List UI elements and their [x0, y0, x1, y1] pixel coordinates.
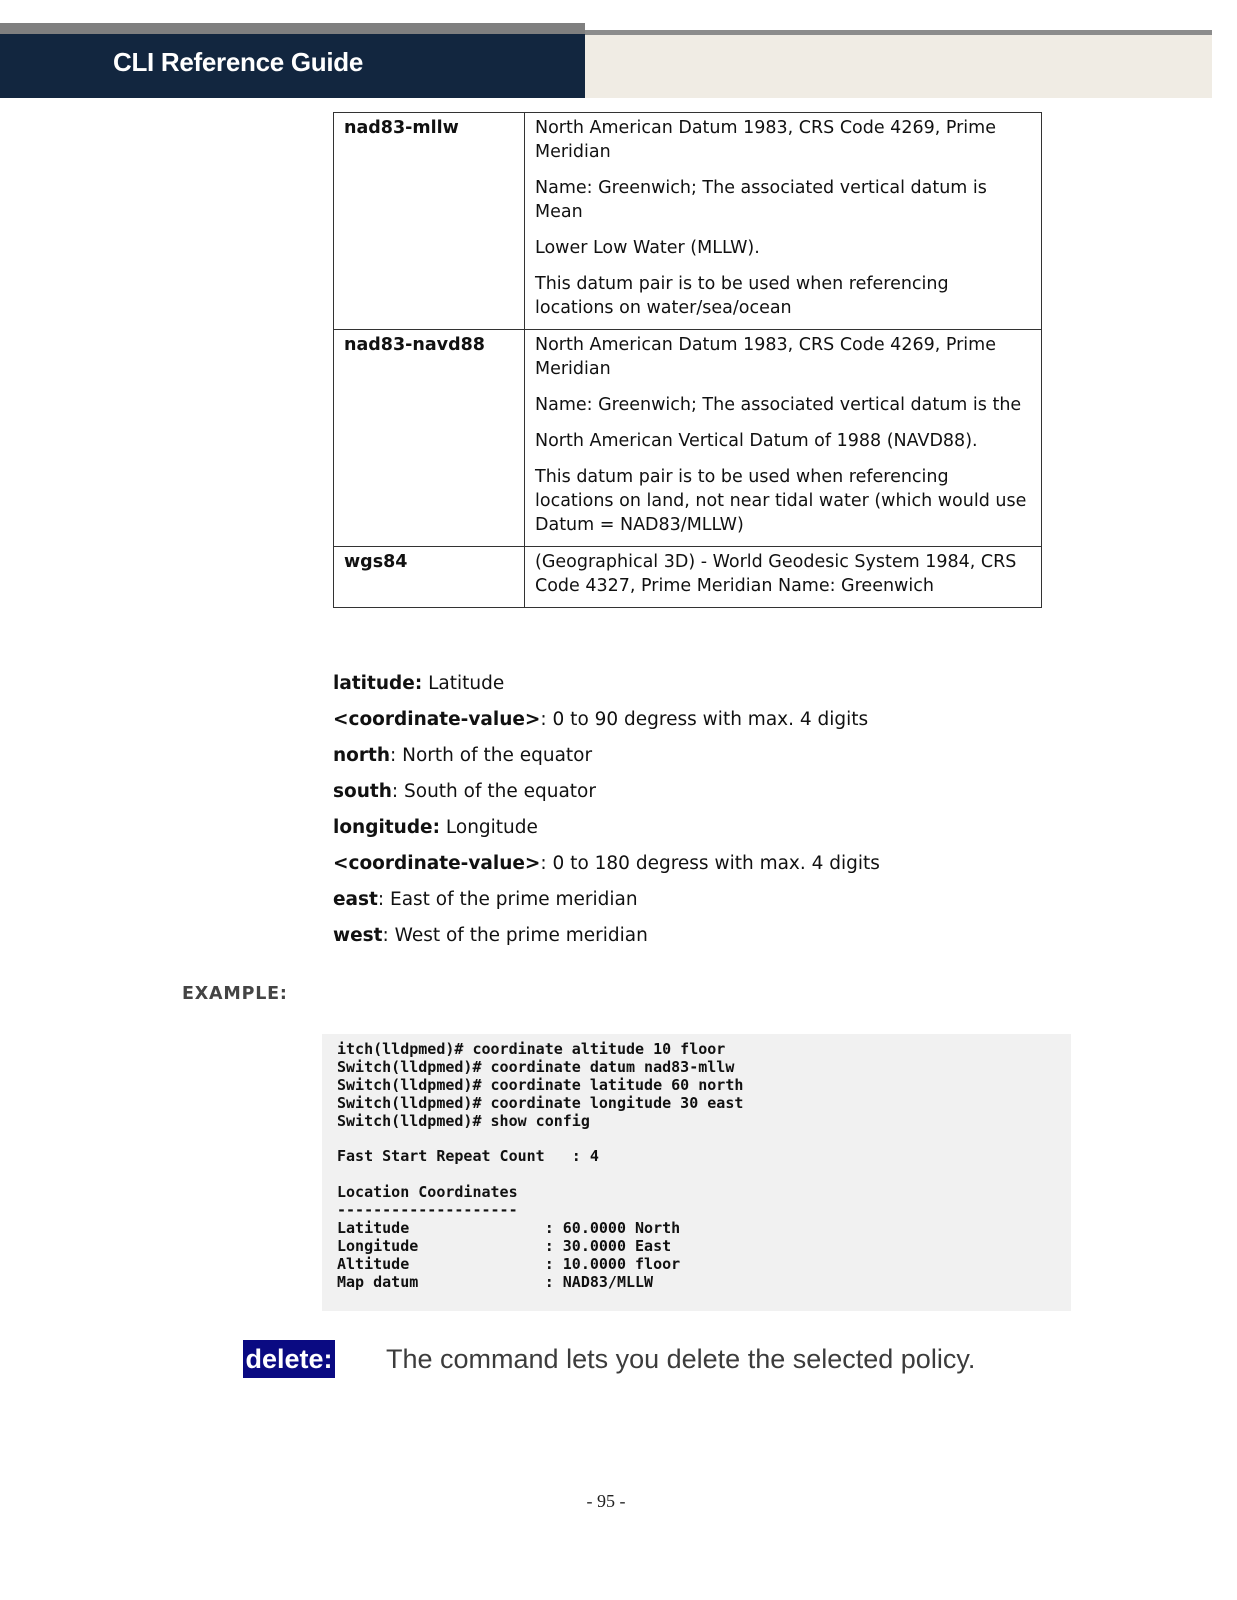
description-paragraph: (Geographical 3D) - World Geodesic System 1984, CRS Code 4327, Prime Meridian Name: Greenwich: [535, 552, 1017, 596]
header-top-bar: [0, 23, 585, 34]
param-text: : 0 to 90 degress with max. 4 digits: [540, 709, 869, 730]
param-term: <coordinate-value>: [333, 709, 541, 730]
parameter-list: [333, 666, 880, 954]
param-south: [333, 774, 880, 810]
param-term: latitude:: [333, 673, 423, 694]
table-row: [334, 113, 1042, 330]
table-row: [334, 547, 1042, 608]
param-coordinate-value: [333, 846, 880, 882]
param-term: longitude:: [333, 817, 441, 838]
datum-description: [525, 113, 1042, 330]
param-east: [333, 882, 880, 918]
datum-keyword: nad83-mllw: [334, 113, 525, 330]
param-text: Latitude: [422, 673, 505, 694]
description-paragraph: Name: Greenwich; The associated vertical datum is Mean: [535, 178, 987, 222]
page-title: CLI Reference Guide: [113, 47, 364, 77]
param-west: [333, 918, 880, 954]
param-text: : West of the prime meridian: [382, 925, 648, 946]
table-row: [334, 330, 1042, 547]
description-paragraph: Name: Greenwich; The associated vertical datum is the: [535, 395, 1022, 415]
param-text: : East of the prime meridian: [377, 889, 638, 910]
param-latitude: [333, 666, 880, 702]
header-right-band: [585, 35, 1212, 98]
datum-keyword: wgs84: [334, 547, 525, 608]
param-text: : South of the equator: [391, 781, 596, 802]
page-number: - 95 -: [586, 1491, 626, 1511]
param-term: east: [333, 889, 378, 910]
param-term: south: [333, 781, 392, 802]
param-text: Longitude: [440, 817, 538, 838]
delete-command-badge: delete:: [243, 1340, 335, 1378]
param-text: : North of the equator: [390, 745, 593, 766]
datum-table: [333, 112, 1042, 608]
datum-keyword: nad83-navd88: [334, 330, 525, 547]
param-coordinate-value: [333, 702, 880, 738]
example-heading: EXAMPLE:: [182, 984, 288, 1004]
delete-command-description: The command lets you delete the selected policy.: [386, 1344, 976, 1374]
code-example-block: [322, 1034, 1071, 1311]
param-term: <coordinate-value>: [333, 853, 541, 874]
description-paragraph: North American Vertical Datum of 1988 (NAVD88).: [535, 431, 978, 451]
description-paragraph: This datum pair is to be used when referencing locations on water/sea/ocean: [535, 274, 949, 318]
datum-description: [525, 330, 1042, 547]
description-paragraph: North American Datum 1983, CRS Code 4269, Prime Meridian: [535, 335, 996, 379]
description-paragraph: North American Datum 1983, CRS Code 4269, Prime Meridian: [535, 118, 996, 162]
param-term: west: [333, 925, 383, 946]
param-term: north: [333, 745, 391, 766]
description-paragraph: This datum pair is to be used when referencing locations on land, not near tidal water (which would use Datum = NAD83/MLLW): [535, 467, 1027, 535]
datum-description: [525, 547, 1042, 608]
description-paragraph: Lower Low Water (MLLW).: [535, 238, 760, 258]
param-longitude: [333, 810, 880, 846]
param-text: : 0 to 180 degress with max. 4 digits: [540, 853, 880, 874]
code-example-text: itch(lldpmed)# coordinate altitude 10 floor Switch(lldpmed)# coordinate datum nad83-mllw Switch(lldpmed)# coordinate latitude 60 north Switch(lldpmed)# coordinate longitude 30 east Switch(lldpmed)# show config Fast Start Repeat Count : 4 Location Coordinates -------------------- Latitude : 60.0000 North Longitude : 30.0000 East Altitude : 10.0000 floor Map datum : NAD83/MLLW: [337, 1040, 744, 1291]
param-north: [333, 738, 880, 774]
